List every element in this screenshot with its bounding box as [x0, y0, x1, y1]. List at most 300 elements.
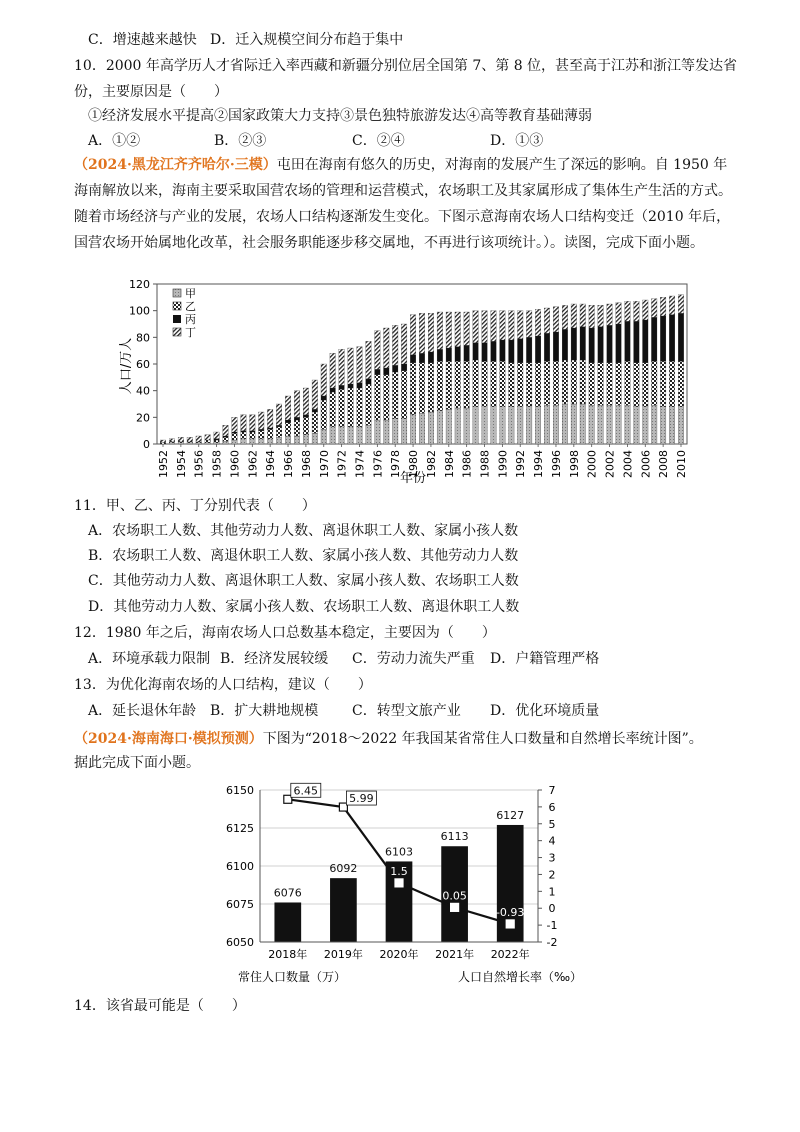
- chart1-bar-1973-s2: [348, 388, 354, 427]
- legend-swatch-jia: [173, 289, 181, 297]
- chart1-x-tick-label: 1974: [353, 450, 367, 478]
- legend-swatch-bing: [173, 315, 181, 323]
- chart1-bar-1974-s3: [357, 427, 363, 444]
- chart1-bar-1955-s0: [187, 437, 193, 441]
- chart1-bar-1952-s2: [160, 443, 166, 444]
- chart1-bar-1961-s0: [241, 415, 247, 431]
- chart1-bar-1971-s3: [330, 427, 336, 444]
- chart2-rate-point: [506, 920, 514, 928]
- chart2-right-legend: 人口自然增长率（‰）: [457, 970, 583, 984]
- chart1-bar-1999-s2: [580, 360, 586, 404]
- chart1-bar-2010-s2: [678, 361, 684, 406]
- chart1-x-tick-label: 1992: [514, 450, 528, 478]
- population-growth-chart: [220, 776, 590, 991]
- q11-option-c: C．其他劳动力人数、离退休职工人数、家属小孩人数、农场职工人数: [88, 573, 519, 589]
- chart1-x-tick-label: 1952: [157, 450, 170, 478]
- chart1-bar-1980-s1: [410, 355, 416, 363]
- chart1-x-tick-label: 2010: [675, 450, 688, 478]
- legend-label-bing: 丙: [185, 313, 196, 326]
- chart1-bar-2004-s2: [625, 361, 631, 405]
- chart1-bar-1958-s1: [214, 439, 220, 440]
- chart1-bar-2000-s3: [589, 405, 595, 444]
- chart1-bar-1962-s1: [250, 431, 256, 432]
- q10-option-b: B．②③: [214, 133, 267, 149]
- chart1-bar-1987-s2: [473, 360, 479, 407]
- chart1-x-tick-label: 1954: [174, 450, 188, 478]
- chart1-bar-1989-s0: [491, 311, 497, 342]
- chart2-right-tick-label: 2: [548, 868, 556, 882]
- chart1-bar-1965-s2: [276, 427, 282, 438]
- chart1-bar-2002-s3: [607, 405, 613, 444]
- chart2-right-tick-label: 5: [548, 817, 556, 831]
- chart1-bar-1958-s3: [214, 443, 220, 444]
- chart1-bar-1984-s0: [446, 312, 452, 348]
- chart2-bar-label: 6127: [496, 808, 525, 822]
- chart1-bar-1994-s3: [535, 407, 541, 444]
- q14-stem: 14．该省最可能是（ ）: [74, 998, 246, 1014]
- chart1-bar-1959-s0: [223, 425, 229, 436]
- chart1-x-tick-label: 1994: [532, 450, 546, 478]
- chart1-bar-2003-s0: [616, 303, 622, 324]
- chart1-x-tick-label: 1978: [389, 450, 403, 478]
- q12-stem: 12．1980 年之后，海南农场人口总数基本稳定，主要因为（ ）: [74, 625, 496, 641]
- chart2-bar-label: 6103: [385, 845, 413, 859]
- chart1-bar-1994-s0: [535, 309, 541, 336]
- chart1-bar-2009-s2: [669, 361, 675, 406]
- chart1-bar-1966-s2: [285, 423, 291, 436]
- chart1-bar-2010-s0: [678, 295, 684, 314]
- chart1-bar-2004-s3: [625, 405, 631, 444]
- chart1-bar-1970-s3: [321, 429, 327, 444]
- chart1-bar-1990-s2: [500, 361, 506, 406]
- chart1-x-tick-label: 1988: [478, 450, 492, 478]
- passage-2-line2: 据此完成下面小题。: [74, 755, 200, 771]
- chart1-bar-1994-s2: [535, 363, 541, 407]
- chart1-bar-2006-s1: [643, 320, 649, 363]
- chart1-bar-1980-s2: [410, 363, 416, 415]
- chart1-bar-1965-s3: [276, 437, 282, 444]
- chart1-bar-1994-s1: [535, 336, 541, 363]
- chart1-bar-2005-s0: [634, 301, 640, 321]
- chart1-bar-1999-s3: [580, 404, 586, 444]
- chart1-bar-1974-s2: [357, 388, 363, 427]
- chart1-bar-1956-s0: [196, 436, 202, 441]
- legend-swatch-yi: [173, 302, 181, 310]
- chart1-bar-2009-s3: [669, 407, 675, 444]
- chart1-bar-2005-s1: [634, 321, 640, 362]
- chart1-bar-1999-s1: [580, 327, 586, 360]
- chart1-bar-1985-s2: [455, 361, 461, 408]
- chart1-bar-1963-s0: [258, 412, 264, 429]
- chart1-bar-1970-s0: [321, 364, 327, 396]
- q11-option-d: D．其他劳动力人数、家属小孩人数、农场职工人数、离退休职工人数: [88, 599, 520, 615]
- chart2-rate-label: 6.45: [293, 784, 319, 798]
- chart2-bar-label: 6113: [440, 830, 469, 844]
- chart1-bar-1969-s3: [312, 433, 318, 444]
- chart2-left-tick-label: 6050: [226, 936, 254, 949]
- chart1-x-tick-label: 1966: [282, 450, 296, 478]
- chart1-bar-2009-s1: [669, 315, 675, 362]
- chart2-bar-label: 6076: [273, 886, 302, 900]
- chart1-bar-1991-s2: [509, 363, 515, 407]
- chart1-bar-1981-s2: [419, 363, 425, 414]
- chart1-bar-2004-s1: [625, 321, 631, 361]
- chart1-bar-1985-s0: [455, 312, 461, 347]
- q12-option-b: B．经济发展较缓: [220, 651, 329, 667]
- chart1-bar-1954-s0: [178, 437, 184, 441]
- chart1-bar-1993-s0: [526, 311, 532, 338]
- chart1-bar-1981-s0: [419, 313, 425, 353]
- chart2-category-label: 2018年: [268, 948, 308, 961]
- chart1-legend: [173, 287, 196, 339]
- passage-1-source: （2024·黑龙江齐齐哈尔·三模）: [74, 157, 277, 173]
- chart1-x-tick-label: 2000: [585, 450, 599, 478]
- chart1-bar-1970-s2: [321, 400, 327, 429]
- chart1-bar-1987-s1: [473, 343, 479, 360]
- passage-1: [74, 152, 734, 256]
- chart1-bar-1992-s3: [517, 407, 523, 444]
- q12-option-d: D．户籍管理严格: [490, 651, 600, 667]
- chart1-bar-1962-s0: [250, 415, 256, 431]
- chart1-bar-1960-s3: [232, 440, 238, 444]
- chart1-x-tick-label: 1960: [228, 450, 242, 478]
- chart1-bar-1972-s3: [339, 427, 345, 444]
- chart2-left-legend: 常住人口数量（万）: [237, 970, 347, 984]
- chart2-right-tick-label: 4: [548, 834, 556, 848]
- chart2-right-tick-label: 6: [548, 800, 556, 814]
- chart1-bar-1997-s3: [562, 404, 568, 444]
- chart1-bar-2002-s2: [607, 363, 613, 406]
- passage-2-line1: [74, 729, 703, 749]
- chart1-bar-1992-s2: [517, 363, 523, 407]
- chart1-bar-2002-s0: [607, 304, 613, 325]
- chart1-x-tick-label: 1976: [371, 450, 385, 478]
- chart1-bar-1976-s2: [375, 375, 381, 420]
- q9-option-d: D．迁入规模空间分布趋于集中: [210, 32, 404, 48]
- chart1-bar-1989-s3: [491, 407, 497, 444]
- chart1-bar-1995-s0: [544, 308, 550, 333]
- chart1-bar-1961-s1: [241, 431, 247, 432]
- chart1-bar-1957-s3: [205, 443, 211, 444]
- chart1-bar-1987-s0: [473, 311, 479, 343]
- chart1-bar-2001-s2: [598, 363, 604, 406]
- chart1-bar-1997-s0: [562, 305, 568, 329]
- chart1-bar-2008-s2: [660, 361, 666, 406]
- chart1-bar-1981-s1: [419, 353, 425, 362]
- chart1-x-tick-label: 2006: [639, 450, 653, 478]
- chart2-left-tick-label: 6150: [226, 784, 254, 797]
- chart1-y-tick-label: 60: [136, 358, 150, 371]
- chart1-bar-1953-s2: [169, 441, 175, 442]
- chart2-rate-label: 1.5: [390, 864, 408, 878]
- chart1-bar-2003-s2: [616, 363, 622, 406]
- chart1-bar-2000-s2: [589, 363, 595, 406]
- chart1-y-tick-label: 80: [136, 331, 150, 345]
- chart1-bar-1960-s2: [232, 433, 238, 440]
- chart2-bar-2019年: [330, 878, 357, 942]
- chart2-category-label: 2019年: [323, 948, 363, 961]
- chart1-x-tick-label: 1964: [264, 450, 278, 478]
- chart1-bar-2004-s0: [625, 301, 631, 321]
- chart1-bar-1964-s3: [267, 439, 273, 444]
- chart1-bar-1988-s1: [482, 343, 488, 362]
- chart1-x-tick-label: 1984: [442, 450, 456, 478]
- chart1-bar-1990-s1: [500, 340, 506, 361]
- chart1-bar-2006-s0: [643, 300, 649, 320]
- chart1-bar-1962-s3: [250, 439, 256, 444]
- chart1-bar-1964-s0: [267, 409, 273, 428]
- chart1-bar-1959-s2: [223, 437, 229, 441]
- q13-option-c: C．转型文旅产业: [352, 703, 461, 719]
- chart1-bar-1969-s0: [312, 380, 318, 409]
- chart1-bar-1979-s3: [401, 419, 407, 444]
- chart1-bar-1991-s3: [509, 407, 515, 444]
- q11-option-a: A．农场职工人数、其他劳动力人数、离退休职工人数、家属小孩人数: [88, 523, 519, 539]
- chart1-bar-1998-s3: [571, 404, 577, 444]
- chart1-bar-1977-s0: [384, 328, 390, 368]
- chart1-bar-1998-s0: [571, 304, 577, 328]
- chart1-bar-1981-s3: [419, 413, 425, 444]
- chart2-rate-label: 5.99: [349, 792, 374, 806]
- chart1-bar-1989-s1: [491, 341, 497, 361]
- chart1-bar-1997-s1: [562, 329, 568, 360]
- chart1-x-tick-label: 1972: [335, 450, 349, 478]
- chart1-bar-1968-s3: [303, 435, 309, 444]
- chart1-y-tick-label: 40: [136, 384, 150, 398]
- chart1-bar-1960-s0: [232, 417, 238, 432]
- q12-option-a: A．环境承载力限制: [88, 651, 211, 667]
- chart1-bar-1975-s2: [366, 384, 372, 425]
- chart1-bar-1996-s0: [553, 307, 559, 332]
- chart1-bar-2007-s1: [651, 317, 657, 361]
- chart1-bar-1986-s0: [464, 312, 470, 345]
- chart1-bar-1966-s0: [285, 396, 291, 420]
- chart1-bar-1953-s0: [169, 439, 175, 442]
- chart1-bar-1976-s3: [375, 420, 381, 444]
- chart2-right-tick-label: -2: [546, 936, 558, 949]
- chart1-bar-1988-s2: [482, 361, 488, 406]
- chart1-bar-1979-s0: [401, 324, 407, 364]
- chart2-right-tick-label: 0: [548, 902, 556, 916]
- chart1-bar-2010-s3: [678, 407, 684, 444]
- chart1-bar-1977-s1: [384, 368, 390, 375]
- chart1-bar-1958-s2: [214, 440, 220, 443]
- chart1-x-tick-label: 1980: [407, 450, 421, 478]
- chart2-left-tick-label: 6075: [226, 898, 254, 911]
- chart1-bar-1989-s2: [491, 361, 497, 406]
- chart2-right-tick-label: 7: [548, 784, 556, 797]
- chart1-bar-1996-s2: [553, 361, 559, 405]
- chart1-bar-1959-s3: [223, 441, 229, 444]
- q10-option-d: D．①③: [490, 133, 544, 149]
- chart1-bar-1972-s2: [339, 389, 345, 426]
- passage-2-text: 下图为“2018～2022 年我国某省常住人口数量和自然增长率统计图”。: [262, 731, 703, 747]
- chart1-bar-2008-s3: [660, 407, 666, 444]
- chart1-bar-1986-s2: [464, 361, 470, 408]
- chart1-bar-2001-s0: [598, 305, 604, 326]
- chart1-bar-2007-s3: [651, 405, 657, 444]
- chart1-bar-1993-s1: [526, 337, 532, 362]
- chart2-right-tick-label: 1: [548, 885, 556, 899]
- chart1-bar-1973-s0: [348, 348, 354, 384]
- chart1-bar-1991-s0: [509, 311, 515, 340]
- chart1-y-tick-label: 120: [129, 280, 150, 291]
- chart1-bar-1969-s2: [312, 412, 318, 433]
- chart2-left-tick-label: 6100: [226, 860, 254, 873]
- chart1-bar-1962-s2: [250, 432, 256, 439]
- chart1-bar-1995-s1: [544, 333, 550, 361]
- chart1-bar-1974-s0: [357, 347, 363, 383]
- chart1-bar-1954-s3: [178, 443, 184, 444]
- chart1-x-tick-label: 2008: [657, 450, 671, 478]
- chart1-x-tick-label: 1982: [424, 450, 438, 478]
- chart1-y-tick-label: 100: [129, 304, 150, 318]
- chart1-bar-1984-s2: [446, 361, 452, 409]
- chart1-bar-1982-s0: [428, 313, 434, 352]
- chart2-category-label: 2022年: [490, 948, 530, 961]
- q13-option-b: B．扩大耕地规模: [210, 703, 319, 719]
- farm-population-chart: [118, 280, 698, 490]
- chart1-x-tick-label: 1998: [567, 450, 581, 478]
- chart2-category-label: 2020年: [379, 948, 419, 961]
- chart2-rate-label: 0.05: [442, 889, 467, 903]
- chart1-bar-1983-s3: [437, 411, 443, 444]
- q9-option-c: C．增速越来越快: [88, 32, 197, 48]
- chart1-bar-1957-s2: [205, 440, 211, 443]
- chart1-bar-1971-s2: [330, 392, 336, 427]
- chart2-rate-label: -0.93: [495, 905, 525, 919]
- chart1-bar-2010-s1: [678, 313, 684, 361]
- chart1-bar-1957-s0: [205, 435, 211, 440]
- chart1-bar-2003-s1: [616, 324, 622, 363]
- chart1-bar-1969-s1: [312, 409, 318, 412]
- chart1-bar-1970-s1: [321, 396, 327, 400]
- chart1-bar-1961-s2: [241, 432, 247, 439]
- chart1-bar-1972-s0: [339, 349, 345, 385]
- chart1-bar-1972-s1: [339, 385, 345, 389]
- chart1-bar-1988-s3: [482, 407, 488, 444]
- q11-option-b: B．农场职工人数、离退休职工人数、家属小孩人数、其他劳动力人数: [88, 548, 519, 564]
- chart1-bar-1998-s1: [571, 328, 577, 360]
- chart1-bar-2001-s1: [598, 327, 604, 363]
- chart1-bar-1966-s3: [285, 436, 291, 444]
- chart1-bar-1985-s1: [455, 347, 461, 362]
- chart1-bar-1975-s0: [366, 341, 372, 378]
- legend-label-yi: 乙: [185, 300, 196, 313]
- chart1-bar-2007-s2: [651, 361, 657, 405]
- chart1-bar-1958-s0: [214, 432, 220, 439]
- chart1-bar-1976-s1: [375, 369, 381, 374]
- chart1-bar-1960-s1: [232, 432, 238, 433]
- q10-statements: ①经济发展水平提高②国家政策大力支持③景色独特旅游发达④高等教育基础薄弱: [88, 108, 592, 124]
- chart1-bar-1982-s1: [428, 352, 434, 363]
- chart1-bar-2006-s2: [643, 363, 649, 407]
- chart1-bar-1984-s3: [446, 409, 452, 444]
- chart1-bar-1986-s1: [464, 345, 470, 361]
- chart1-bar-2003-s3: [616, 405, 622, 444]
- chart1-x-tick-label: 1986: [460, 450, 474, 478]
- chart1-bar-1995-s2: [544, 361, 550, 405]
- chart1-bar-1982-s3: [428, 412, 434, 444]
- chart1-bar-1959-s1: [223, 436, 229, 437]
- chart2-right-tick-label: -1: [546, 919, 558, 933]
- chart1-bar-2001-s3: [598, 405, 604, 444]
- chart1-bar-2000-s0: [589, 305, 595, 328]
- chart1-x-axis-label: 年份: [399, 471, 427, 486]
- legend-label-ding: 丁: [185, 326, 196, 339]
- chart1-y-tick-label: 20: [136, 411, 150, 425]
- chart1-bar-1965-s0: [276, 404, 282, 425]
- chart1-bar-2008-s1: [660, 316, 666, 361]
- chart1-bar-1985-s3: [455, 408, 461, 444]
- chart1-bar-2006-s3: [643, 407, 649, 444]
- chart1-bar-1979-s2: [401, 371, 407, 419]
- chart1-bar-2005-s2: [634, 363, 640, 407]
- chart1-bar-1978-s0: [392, 325, 398, 365]
- chart2-rate-point: [395, 879, 403, 887]
- chart1-bar-1999-s0: [580, 304, 586, 327]
- chart1-bar-1996-s3: [553, 405, 559, 444]
- chart1-bar-1983-s1: [437, 349, 443, 361]
- chart1-bar-1977-s3: [384, 420, 390, 444]
- chart1-bar-2002-s1: [607, 325, 613, 362]
- chart1-bar-1992-s0: [517, 311, 523, 339]
- chart1-bar-1987-s3: [473, 407, 479, 444]
- chart1-x-tick-label: 2004: [621, 450, 635, 478]
- chart1-bar-1990-s0: [500, 311, 506, 340]
- chart1-x-tick-label: 1958: [210, 450, 224, 478]
- chart2-left-tick-label: 6125: [226, 822, 254, 835]
- q11-stem: 11．甲、乙、丙、丁分别代表（ ）: [74, 498, 316, 514]
- chart1-bar-1956-s2: [196, 441, 202, 442]
- legend-swatch-ding: [173, 328, 181, 336]
- q10-option-a: A．①②: [88, 133, 141, 149]
- q10-stem-line2: 份，主要原因是（ ）: [74, 84, 228, 100]
- chart1-bar-1979-s1: [401, 364, 407, 371]
- chart1-bar-2005-s3: [634, 407, 640, 444]
- chart2-rate-point: [451, 903, 459, 911]
- chart1-bar-1952-s0: [160, 440, 166, 443]
- chart1-bar-1973-s1: [348, 384, 354, 388]
- chart1-bar-1977-s2: [384, 375, 390, 420]
- chart1-bar-1964-s1: [267, 428, 273, 429]
- legend-label-jia: 甲: [185, 287, 196, 300]
- chart1-bar-1982-s2: [428, 363, 434, 412]
- chart1-bar-1963-s1: [258, 429, 264, 430]
- chart1-bar-1976-s0: [375, 331, 381, 370]
- chart1-bar-1967-s1: [294, 417, 300, 420]
- chart1-bar-1993-s3: [526, 407, 532, 444]
- chart1-bar-2008-s0: [660, 297, 666, 316]
- chart1-bar-1984-s1: [446, 348, 452, 361]
- chart1-bar-1975-s1: [366, 379, 372, 384]
- chart1-bar-1954-s2: [178, 441, 184, 442]
- chart1-bar-1955-s2: [187, 441, 193, 442]
- chart1-bar-1983-s2: [437, 361, 443, 410]
- chart1-bar-1965-s1: [276, 425, 282, 426]
- chart1-bar-1993-s2: [526, 363, 532, 407]
- chart1-bar-1963-s3: [258, 439, 264, 444]
- chart1-bar-1963-s2: [258, 431, 264, 439]
- chart1-x-tick-label: 1970: [317, 450, 331, 478]
- chart1-bar-1968-s0: [303, 388, 309, 415]
- chart1-bar-1998-s2: [571, 360, 577, 404]
- passage-1-text: 屯田在海南有悠久的历史，对海南的发展产生了深远的影响。自 1950 年海南解放以来，海南主要采取国营农场的管理和运营模式，农场职工及其家属形成了集体生产生活的方式。随着市场经济与产业的发展，农场人口结构逐渐发生变化。下图示意海南农场人口结构变迁（2010 年后，国营农场开始属地化改革，社会服务职能逐步移交属地，不再进行该项统计。）。读图，完成下面小题。: [74, 157, 732, 251]
- chart1-bar-1986-s3: [464, 408, 470, 444]
- chart1-x-tick-label: 1956: [192, 450, 206, 478]
- chart1-bar-1978-s2: [392, 372, 398, 419]
- chart1-x-tick-label: 1990: [496, 450, 510, 478]
